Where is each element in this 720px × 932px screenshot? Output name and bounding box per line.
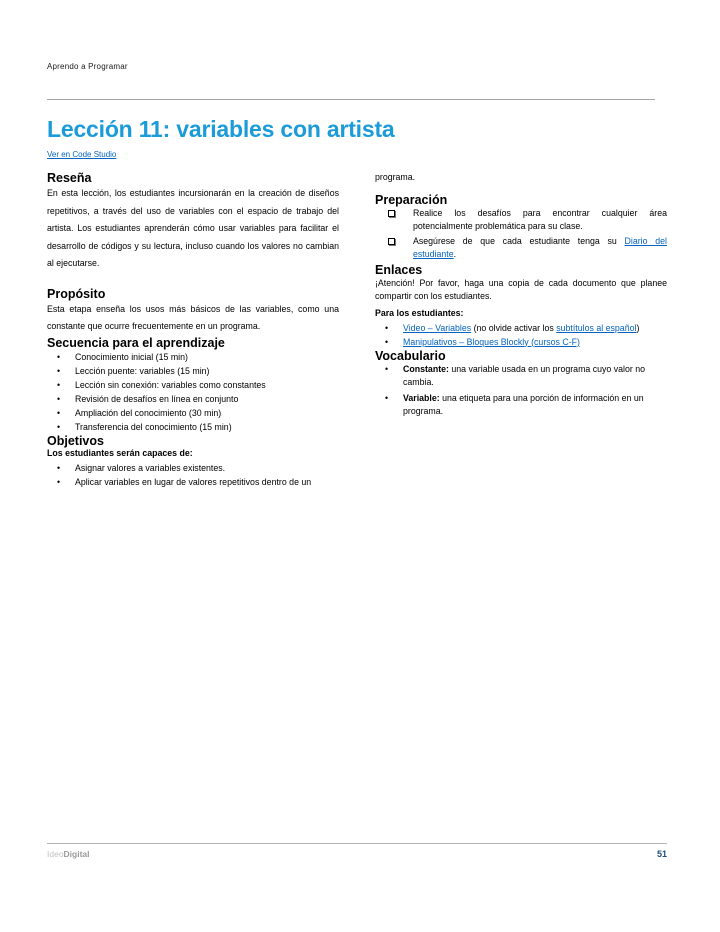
list-item-text: Lección sin conexión: variables como constantes — [75, 379, 266, 390]
page-number: 51 — [656, 849, 667, 859]
vocab-definition: una variable usada en un programa cuyo valor no cambia. — [403, 363, 646, 387]
enlaces-attention: ¡Atención! Por favor, haga una copia de cada documento que planee compartir con los estudiantes. — [375, 277, 667, 301]
list-item-text: (no olvide activar los — [471, 322, 557, 333]
enlaces-list — [375, 321, 667, 349]
list-item — [47, 406, 339, 420]
vocab-term: Variable: — [403, 392, 440, 403]
bullet-icon: • — [57, 476, 61, 487]
resena-paragraph: En esta lección, los estudiantes incursionarán en la creación de diseños repetitivos, a través del uso de variables con el espacio de trabajo del artista. Los estudiantes aprenderán cómo usar variables para facilitar el desarrollo de códigos y su lectura, incluso cuando los valores no cambian al ejecutarse. — [47, 188, 339, 268]
vocabulario-list — [375, 363, 667, 419]
list-item — [375, 335, 667, 349]
list-item — [47, 461, 339, 475]
secuencia-heading: Secuencia para el aprendizaje — [47, 335, 225, 350]
objetivos-list — [47, 461, 339, 489]
list-item — [47, 350, 339, 364]
list-item-text: Conocimiento inicial (15 min) — [75, 351, 188, 362]
list-item-text: Aplicar variables en lugar de valores repetitivos dentro de un — [75, 476, 312, 487]
list-item — [47, 378, 339, 392]
list-item — [47, 420, 339, 434]
preparacion-heading: Preparación — [375, 192, 448, 207]
bullet-icon: • — [57, 393, 61, 404]
right-column — [375, 171, 667, 489]
vocab-term: Constante: — [403, 363, 449, 374]
list-item — [47, 392, 339, 406]
vocab-definition: una etiqueta para una porción de información en un programa. — [403, 392, 644, 416]
content-area — [47, 116, 667, 489]
list-item — [375, 321, 667, 335]
page-footer — [47, 843, 667, 859]
checklist-item — [375, 207, 667, 234]
checklist-item-text: Realice los desafíos para encontrar cualquier área potencialmente problemática para su clase. — [413, 207, 667, 231]
header-divider — [47, 99, 655, 100]
video-variables-link[interactable]: Video – Variables — [403, 322, 472, 333]
proposito-paragraph: Esta etapa enseña los usos más básicos de las variables, como una constante que ocurre frecuentemente en un programa. — [47, 303, 339, 331]
enlaces-for-students: Para los estudiantes: — [375, 307, 464, 318]
bullet-icon: • — [385, 322, 389, 333]
secuencia-list — [47, 350, 339, 434]
list-item-text: Lección puente: variables (15 min) — [75, 365, 210, 376]
manipulativos-blockly-link[interactable]: Manipulativos – Bloques Blockly (cursos C-F) — [403, 336, 580, 347]
resena-heading: Reseña — [47, 171, 92, 185]
checklist-item — [375, 235, 667, 262]
footer-brand-light: Ideo — [47, 849, 64, 859]
bullet-icon: • — [57, 421, 61, 432]
list-item — [47, 364, 339, 378]
footer-brand-bold: Digital — [63, 849, 90, 859]
proposito-heading: Propósito — [47, 286, 106, 301]
subtitulos-espanol-link[interactable]: subtítulos al español — [556, 322, 637, 333]
objetivos-intro: Los estudiantes serán capaces de: — [47, 447, 193, 458]
bullet-icon: • — [57, 407, 61, 418]
checkbox-bullet-icon — [388, 238, 395, 245]
code-studio-link[interactable]: Ver en Code Studio — [47, 150, 117, 159]
left-column — [47, 171, 339, 489]
checklist-item-text: Asegúrese de que cada estudiante tenga su — [413, 235, 625, 246]
checkbox-bullet-icon — [388, 210, 395, 217]
preparacion-list — [375, 207, 667, 262]
bullet-icon: • — [57, 351, 61, 362]
vocab-item — [375, 363, 667, 390]
vocabulario-heading: Vocabulario — [375, 348, 446, 363]
list-item-text: Ampliación del conocimiento (30 min) — [75, 407, 222, 418]
checklist-item-text-end: . — [453, 249, 457, 259]
footer-brand — [47, 849, 90, 859]
list-item-text: Transferencia del conocimiento (15 min) — [75, 421, 232, 432]
bullet-icon: • — [57, 379, 61, 390]
diario-estudiante-link[interactable]: Diario del estudiante — [413, 235, 667, 259]
list-item-text: Revisión de desafíos en línea en conjunto — [75, 393, 239, 404]
bullet-icon: • — [57, 462, 61, 473]
code-studio-row — [47, 150, 667, 159]
header-brand: Aprendo a Programar — [47, 62, 128, 71]
two-column-layout — [47, 171, 667, 489]
vocab-item — [375, 392, 667, 419]
page-title: Lección 11: variables con artista — [47, 116, 395, 142]
list-item-text-end: ) — [636, 322, 640, 333]
enlaces-heading: Enlaces — [375, 262, 423, 277]
objetivos-heading: Objetivos — [47, 433, 104, 448]
bullet-icon: • — [57, 365, 61, 376]
list-item — [47, 475, 339, 489]
objetivos-continuation: programa. — [375, 172, 416, 182]
bullet-icon: • — [385, 363, 389, 374]
bullet-icon: • — [385, 336, 389, 347]
bullet-icon: • — [385, 392, 389, 403]
list-item-text: Asignar valores a variables existentes. — [75, 462, 226, 473]
